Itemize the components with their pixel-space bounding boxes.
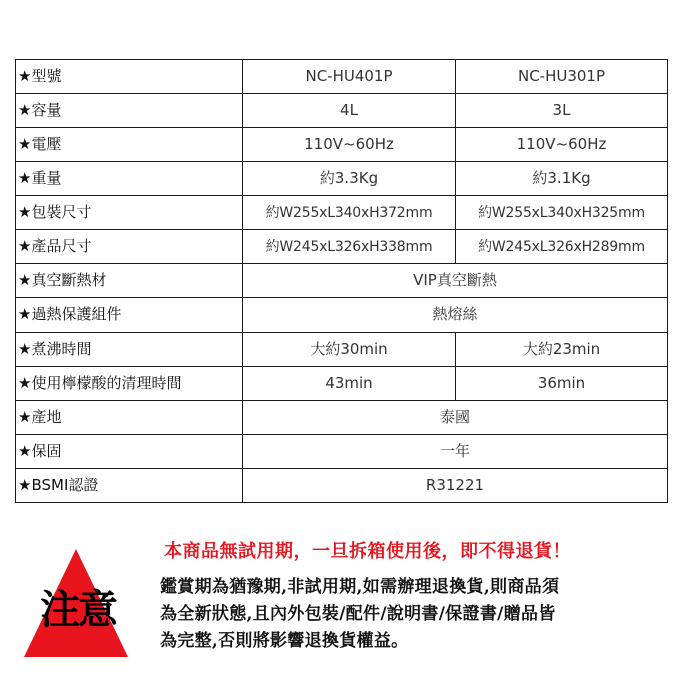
notice-line: 為完整,否則將影響退換貨權益。 [160, 631, 409, 651]
row-label: ★使用檸檬酸的清理時間 [16, 366, 243, 400]
notice-line: 鑑賞期為猶豫期,非試用期,如需辦理退換貨,則商品須 [160, 577, 560, 597]
row-label: ★產品尺寸 [16, 230, 243, 264]
notice-headline: 本商品無試用期，一旦拆箱使用後，即不得退貨！ [164, 541, 571, 562]
warning-label: 注意 [40, 587, 116, 633]
cell-value: NC-HU301P [456, 60, 668, 94]
row-label: ★電壓 [16, 128, 243, 162]
table-row [16, 128, 668, 162]
table-row [16, 196, 668, 230]
table-row [16, 434, 668, 468]
cell-value: 110V~60Hz [243, 128, 456, 162]
cell-value: 110V~60Hz [456, 128, 668, 162]
cell-value-merged: 一年 [243, 434, 668, 468]
cell-value: 約W255xL340xH325mm [456, 196, 668, 230]
spec-table [15, 59, 668, 503]
row-label: ★容量 [16, 94, 243, 128]
cell-value: 43min [243, 366, 456, 400]
table-row [16, 298, 668, 332]
cell-value: 4L [243, 94, 456, 128]
cell-value-merged: 熱熔絲 [243, 298, 668, 332]
cell-value: 約W245xL326xH289mm [456, 230, 668, 264]
row-label: ★保固 [16, 434, 243, 468]
table-row [16, 162, 668, 196]
return-policy-notice [0, 520, 690, 690]
cell-value: 約3.3Kg [243, 162, 456, 196]
cell-value: NC-HU401P [243, 60, 456, 94]
row-label: ★煮沸時間 [16, 332, 243, 366]
cell-value: 約W245xL326xH338mm [243, 230, 456, 264]
table-row [16, 60, 668, 94]
cell-value: 約W255xL340xH372mm [243, 196, 456, 230]
table-row [16, 332, 668, 366]
cell-value-merged: R31221 [243, 468, 668, 502]
cell-value: 大約23min [456, 332, 668, 366]
row-label: ★BSMI認證 [16, 468, 243, 502]
notice-line: 為全新狀態,且內外包裝/配件/說明書/保證書/贈品皆 [160, 604, 556, 624]
table-row [16, 400, 668, 434]
table-row [16, 94, 668, 128]
row-label: ★產地 [16, 400, 243, 434]
table-row [16, 468, 668, 502]
row-label: ★包裝尺寸 [16, 196, 243, 230]
row-label: ★重量 [16, 162, 243, 196]
row-label: ★真空斷熱材 [16, 264, 243, 298]
cell-value: 36min [456, 366, 668, 400]
cell-value: 大約30min [243, 332, 456, 366]
row-label: ★型號 [16, 60, 243, 94]
row-label: ★過熱保護組件 [16, 298, 243, 332]
cell-value-merged: 泰國 [243, 400, 668, 434]
cell-value: 約3.1Kg [456, 162, 668, 196]
table-row [16, 264, 668, 298]
cell-value-merged: VIP真空斷熱 [243, 264, 668, 298]
table-row [16, 366, 668, 400]
cell-value: 3L [456, 94, 668, 128]
table-row [16, 230, 668, 264]
